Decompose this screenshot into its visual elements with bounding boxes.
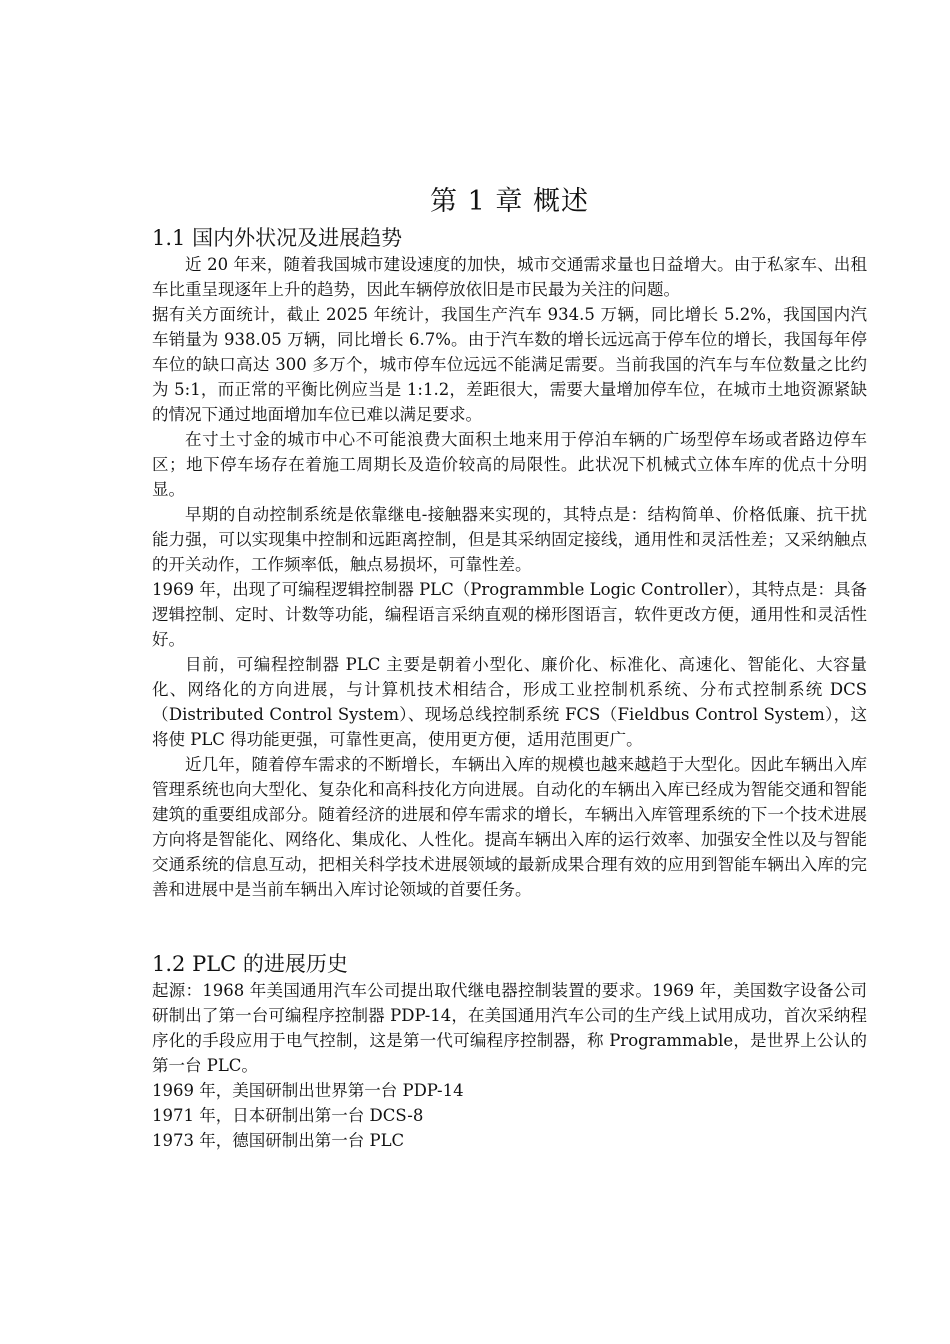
timeline-item: 1973 年，德国研制出第一台 PLC	[152, 1131, 405, 1150]
paragraph: 近几年，随着停车需求的不断增长，车辆出入库的规模也越来越趋于大型化。因此车辆出入库管理系统也向大型化、复杂化和高科技化方向进展。自动化的车辆出入库已经成为智能交通和智能建筑的重要组成部分。随着经济的进展和停车需求的增长，车辆出入库管理系统的下一个技术进展方向将是智能化、网络化、集成化、人性化。提高车辆出入库的运行效率、加强安全性以及与智能交通系统的信息互动，把相关科学技术进展领域的最新成果合理有效的应用到智能车辆出入库的完善和进展中是当前车辆出入库讨论领域的首要任务。	[152, 755, 867, 899]
paragraph: 在寸土寸金的城市中心不可能浪费大面积土地来用于停泊车辆的广场型停车场或者路边停车区；地下停车场存在着施工周期长及造价较高的局限性。此状况下机械式立体车库的优点十分明显。	[152, 430, 867, 499]
paragraph: 据有关方面统计，截止 2025 年统计，我国生产汽车 934.5 万辆，同比增长 5.2%，我国国内汽车销量为 938.05 万辆，同比增长 6.7%。由于汽车数的增长远远高于停车位的增长，我国每年停车位的缺口高达 300 多万个，城市停车位远远不能满足需要。当前我国的汽车与车位数量之比约为 5:1，而正常的平衡比例应当是 1:1.2，差距很大，需要大量增加停车位，在城市土地资源紧缺的情况下通过地面增加车位已难以满足要求。	[152, 305, 867, 424]
paragraph: 近 20 年来，随着我国城市建设速度的加快，城市交通需求量也日益增大。由于私家车、出租车比重呈现逐年上升的趋势，因此车辆停放依旧是市民最为关注的问题。	[152, 255, 867, 299]
section-title-1-2: 1.2 PLC 的进展历史	[152, 952, 348, 976]
timeline-item: 1971 年，日本研制出第一台 DCS-8	[152, 1106, 424, 1125]
paragraph: 目前，可编程控制器 PLC 主要是朝着小型化、廉价化、标准化、高速化、智能化、大容量化、网络化的方向进展，与计算机技术相结合，形成工业控制机系统、分布式控制系统 DCS（Distributed Control System）、现场总线控制系统 FCS（Fieldbus Control System），这将使 PLC 得功能更强，可靠性更高，使用更方便，适用范围更广。	[152, 655, 867, 749]
paragraph: 早期的自动控制系统是依靠继电-接触器来实现的，其特点是：结构简单、价格低廉、抗干扰能力强，可以实现集中控制和远距离控制，但是其采纳固定接线，通用性和灵活性差；又采纳触点的开关动作，工作频率低，触点易损坏，可靠性差。	[152, 505, 867, 574]
document-page	[152, 180, 867, 1153]
timeline-item: 1969 年，美国研制出世界第一台 PDP-14	[152, 1081, 464, 1100]
paragraph: 1969 年，出现了可编程逻辑控制器 PLC（Programmble Logic Controller），其特点是：具备逻辑控制、定时、计数等功能，编程语言采纳直观的梯形图语言，软件更改方便，通用性和灵活性好。	[152, 580, 867, 649]
chapter-title: 第 1 章 概述	[430, 186, 589, 217]
section-title-1-1: 1.1 国内外状况及进展趋势	[152, 226, 403, 250]
section-spacer	[152, 902, 867, 950]
paragraph: 起源：1968 年美国通用汽车公司提出取代继电器控制装置的要求。1969 年，美国数字设备公司研制出了第一台可编程序控制器 PDP-14，在美国通用汽车公司的生产线上试用成功，首次采纳程序化的手段应用于电气控制，这是第一代可编程序控制器，称 Programmable，是世界上公认的第一台 PLC。	[152, 981, 867, 1075]
